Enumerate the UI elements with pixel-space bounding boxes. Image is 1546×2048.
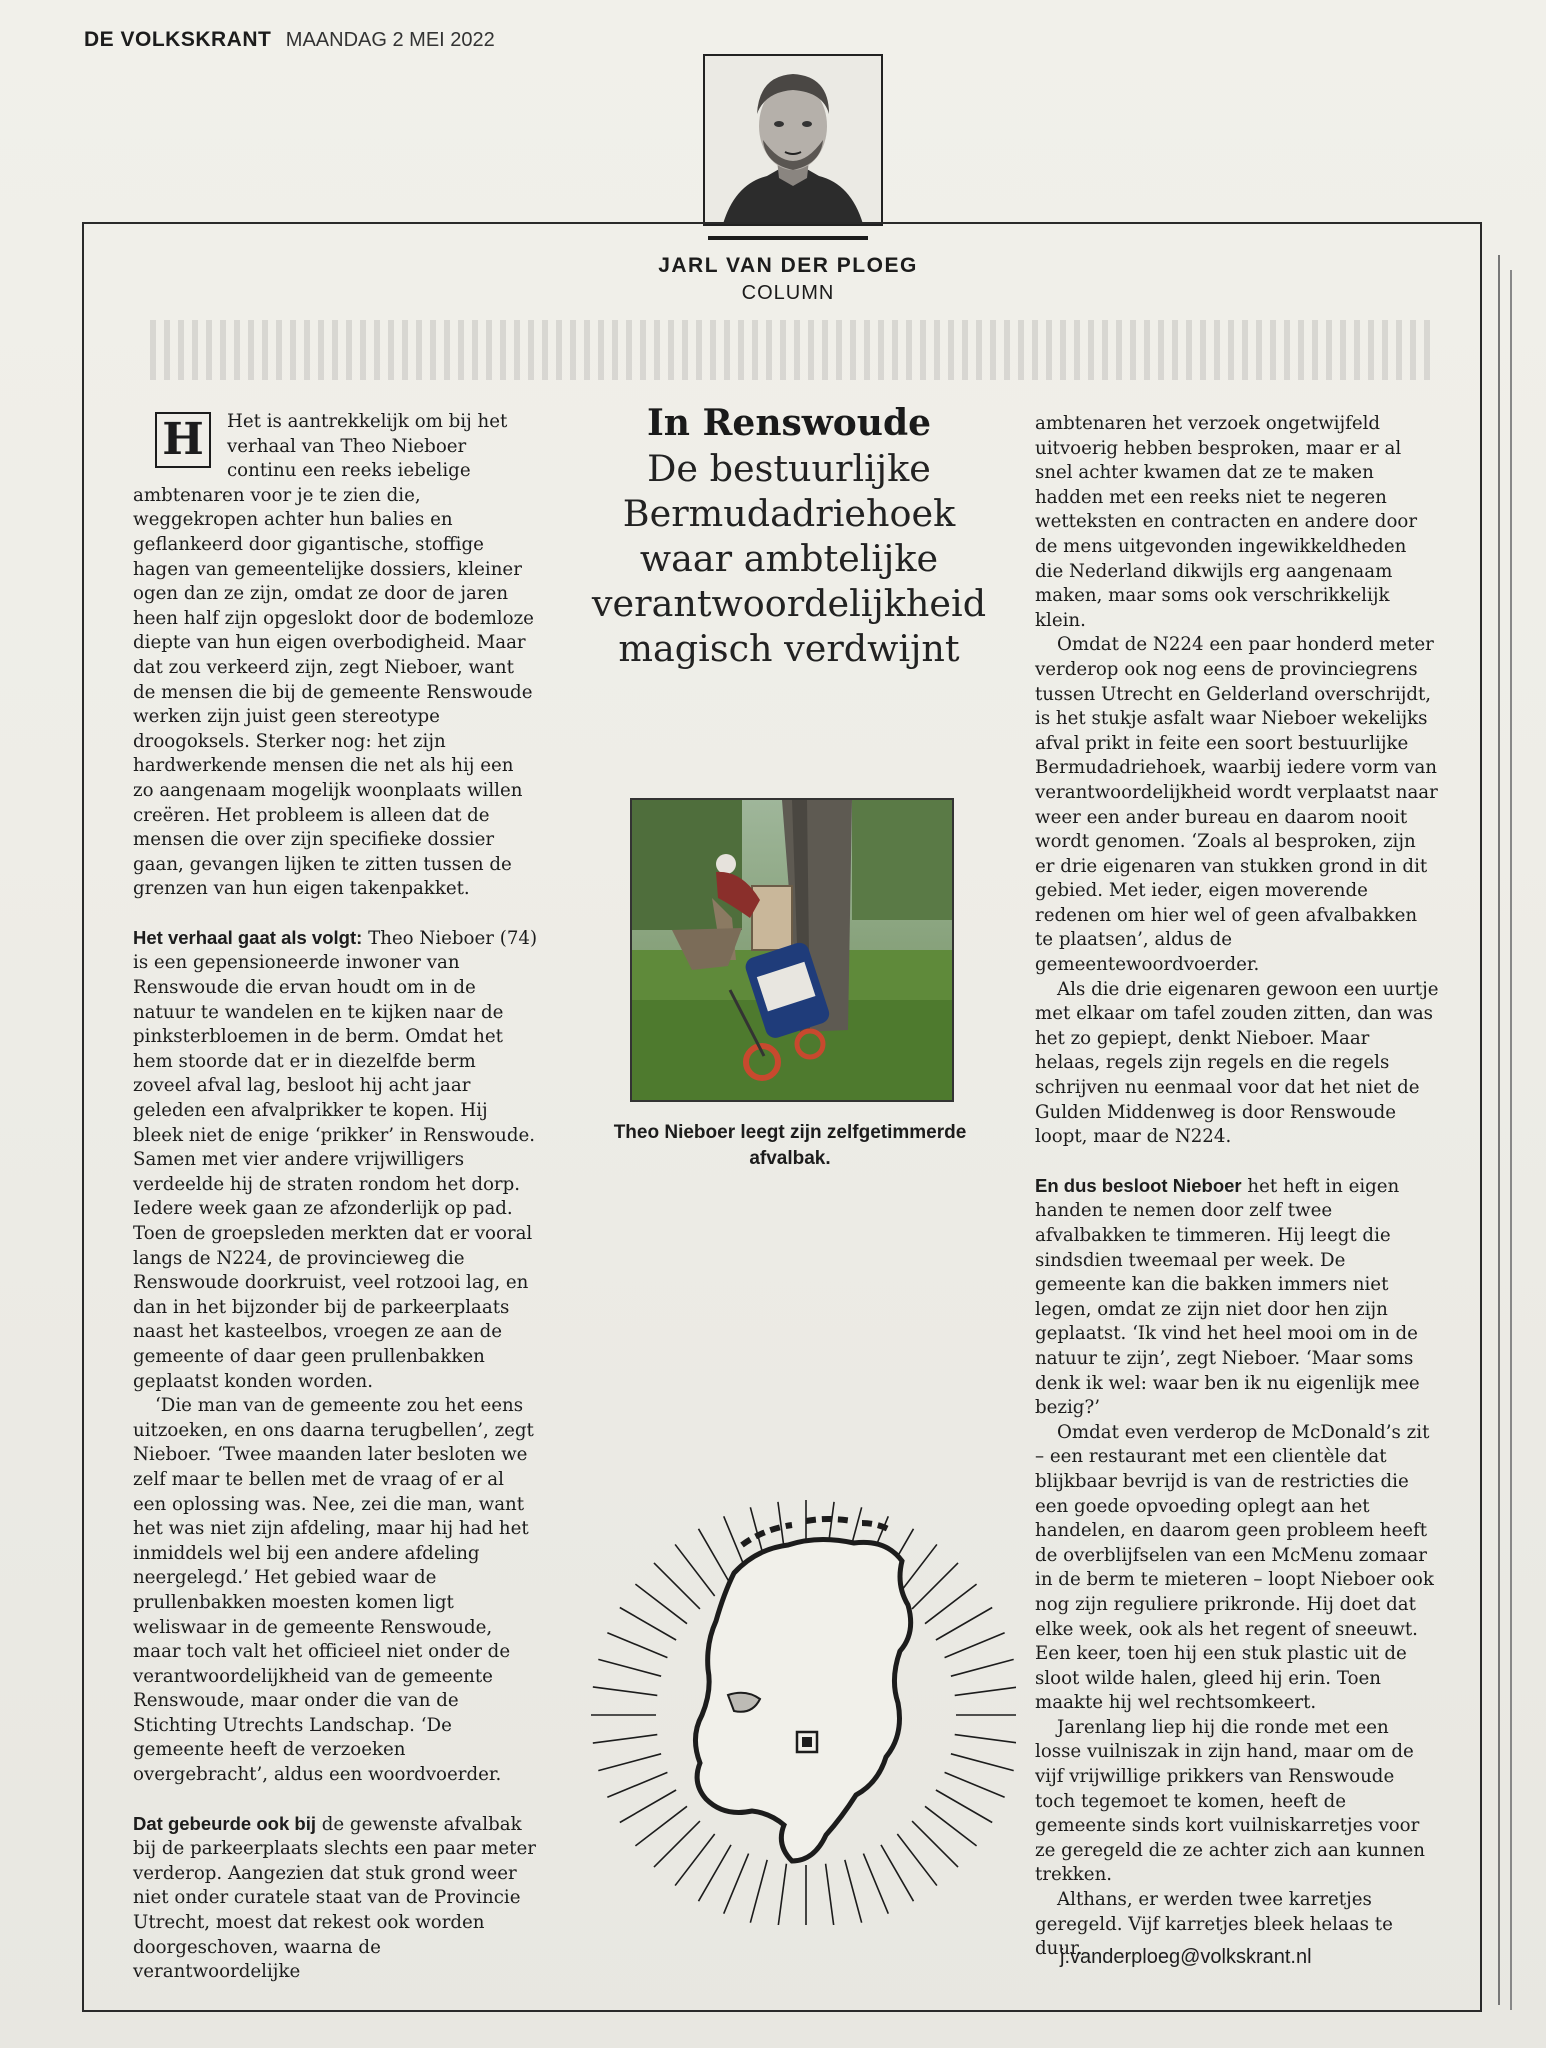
sunburst-ray [912,1563,958,1609]
sunburst-ray [654,1563,700,1609]
masthead [84,28,495,52]
bleed-through-text [150,320,1430,380]
sunburst-ray [936,1790,992,1823]
author-portrait-illustration [705,56,881,224]
underlying-page-edge [1502,270,1512,2010]
byline [560,236,1016,305]
byline-rule [708,236,868,240]
photo-man-emptying-bin [632,800,952,1100]
sunburst-ray [593,1687,657,1695]
article-paragraph: H Het is aantrekkelijk om bij het verhaal van Theo Nieboer continu een reeks iebelige ambtenaren voor je te zien die, weggekropen achter hun balies en geflankeerd door gigantische, stoffige hagen van gemeentelijke dossiers, kleiner ogen dan ze zijn, omdat ze door de jaren heen half zijn opgeslokt door de bodemloze diepte van hun eigen overbodigheid. Maar dat zou verkeerd zijn, zegt Nieboer, want de mensen die bij de gemeente Renswoude werken zijn juist geen stereotype droogoksels. Sterker nog: het zijn hardwerkende mensen die net als hij een zo aangenaam mogelijk woonplaats willen creëren. Het probleem is alleen dat de mensen die over zijn specifieke dossier gaan, gevangen lijken te zitten tussen de grenzen van hun eigen takenpakket. [133,411,534,900]
sunburst-ray [945,1772,1005,1797]
sunburst-ray [945,1633,1005,1658]
sunburst-ray [955,1735,1016,1743]
article-paragraph: ‘Die man van de gemeente zou het eens uitzoeken, en ons daarna terugbellen’, zegt Nieboer. ‘Twee maanden later besloten we zelf maar te bellen met de vraag of er al een oplossing was. Nee, zei die man, want het was niet zijn afdeling, maar hij had het inmiddels wel bij een andere afdeling neergelegd.’ Het gebied waar de prullenbakken moesten komen ligt weliswaar in de gemeente Renswoude, maar toch valt het officieel niet onder de verantwoordelijkheid van de gemeente Renswoude, maar onder die van de Stichting Utrechts Landschap. ‘De gemeente heeft de verzoeken overgebracht’, aldus een woordvoerder. [133,1395,534,1786]
paragraph-lead: Het verhaal gaat als volgt: [133,926,363,948]
paragraph-lead: En dus besloot Nieboer [1035,1174,1242,1196]
headline-kicker: In Renswoude [646,402,932,444]
netherlands-map-illustration [556,1465,1016,1925]
photo-caption: Theo Nieboer leegt zijn zelfgetimmerde afvalbak. [613,1122,967,1169]
newspaper-name: DE VOLKSKRANT [84,28,272,51]
sunburst-ray [912,1821,958,1867]
sunburst-ray [620,1790,676,1823]
sunburst-ray [620,1608,676,1641]
sunburst-ray [593,1735,657,1743]
article-paragraph: Omdat even verderop de McDonald’s zit – een restaurant met een clientèle dat blijkbaar bevrijd is van de restricties die een goede opvoeding oplegt aan het handelen, en daarom geen probleem heeft de overblijfselen van een McMenu zomaar in de berm te mieteren – loopt Nieboer ook nog zijn reguliere prikronde. Hij doet dat elke week, ook als het regent of sneeuwt. Een keer, toen hij een stuk plastic uit de sloot wilde halen, gleed hij erin. Toen maakte hij wel rechtsomkeert. [1035,1421,1434,1714]
sunburst-ray [699,1529,732,1585]
sunburst-ray [925,1806,977,1846]
sunburst-ray [724,1854,749,1914]
sunburst-ray [675,1544,715,1596]
paragraph-lead: Dat gebeurde ook bij [133,1812,316,1834]
article-photo [630,798,954,1102]
article-column-left [133,410,539,1985]
sunburst-ray [897,1834,937,1886]
article-paragraph: En dus besloot Nieboer het heft in eigen handen te nemen door zelf twee afvalbakken te timmeren. Hij leegt die sindsdien tweemaal per week. De gemeente kan die bakken immers niet legen, omdat ze zijn niet door hen zijn geplaatst. ‘Ik vind het heel mooi om in de natuur te zijn’, zegt Nieboer. ‘Maar soms denk ik wel: waar ben ik nu eigenlijk mee bezig?’ [1035,1174,1420,1419]
sunburst-ray [635,1584,687,1624]
sunburst-ray [951,1754,1014,1771]
article-paragraph: Jarenlang liep hij die ronde met een losse vuilniszak in zijn hand, maar om de vijf vrijwillige prikkers van Renswoude toch tegemoet te komen, heeft de gemeente sinds kort vuilniskarretjes voor ze geregeld die ze achter zich aan kunnen trekken. [1035,1716,1425,1886]
sunburst-ray [675,1834,715,1886]
sunburst-ray [925,1584,977,1624]
headline-title: De bestuurlijke Bermudadriehoek waar ambtelijke verantwoordelijkheid magisch verdwijnt [591,447,987,670]
article-paragraph: Dat gebeurde ook bij de gewenste afvalbak bij de parkeerplaats slechts een paar meter verderop. Aangezien dat stuk grond weer niet onder curatele staat van de Provincie Utrecht, moest dat rekest ook worden doorgeschoven, waarna de verantwoordelijke [133,1812,536,1983]
drop-cap: H [155,412,211,468]
sunburst-ray [955,1687,1016,1695]
sunburst-ray [607,1772,667,1797]
netherlands-map-icon [556,1465,1016,1925]
sunburst-ray [654,1821,700,1867]
sunburst-ray [778,1864,786,1925]
headline [580,400,998,671]
sunburst-ray [863,1854,888,1914]
article-column-right [1035,412,1440,1962]
article-paragraph: Omdat de N224 een paar honderd meter verderop ook nog eens de provinciegrens tussen Utrecht en Gelderland overschrijdt, is het stukje asfalt waar Nieboer wekelijks afval prikt in feite een soort bestuurlijke Bermudadriehoek, waarbij iedere vorm van verantwoordelijkheid wordt verplaatst naar weer een ander bureau en daarom nooit wordt genomen. ‘Zoals al besproken, zijn er drie eigenaren van stukken grond in dit gebied. Met ieder, eigen moverende redenen om hier wel of geen afvalbakken te plaatsen’, aldus de gemeentewoordvoerder. [1035,634,1438,976]
author-email-link[interactable]: j.vanderploeg@volkskrant.nl [1060,1946,1312,1968]
sunburst-ray [699,1845,732,1901]
sunburst-ray [845,1860,862,1923]
author-portrait [703,54,883,226]
issue-date: MAANDAG 2 MEI 2022 [285,29,495,51]
article-paragraph: ambtenaren het verzoek ongetwijfeld uitvoerig hebben besproken, maar er al snel achter kwamen dat ze te maken hadden met een reeks niet te negeren wetteksten en contracten en andere door de mens uitgevonden ingewikkeldheden die Nederland dikwijls erg aangenaam maken, maar soms ook verschrikkelijk klein. [1035,413,1418,631]
sunburst-ray [598,1754,661,1771]
author-name: JARL VAN DER PLOEG [658,254,918,277]
sunburst-ray [826,1864,834,1925]
sunburst-ray [750,1860,767,1923]
sunburst-ray [598,1659,661,1676]
article-paragraph: Althans, er werden twee karretjes geregeld. Vijf karretjes bleek helaas te duur. [1035,1889,1393,1960]
sunburst-ray [881,1845,914,1901]
sunburst-ray [936,1608,992,1641]
article-paragraph: Het verhaal gaat als volgt: Theo Nieboer (74) is een gepensioneerde inwoner van Renswoude die ervan houdt om in de natuur te wandelen en te kijken naar de pinksterbloemen in de berm. Omdat het hem stoorde dat er in diezelfde berm zoveel afval lag, besloot hij acht jaar geleden een afvalprikker te kopen. Hij bleek niet de enige ‘prikker’ in Renswoude. Samen met vier andere vrijwilligers verdeelde hij de straten rondom het dorp. Iedere week gaan ze afzonderlijk op pad. Toen de groepsleden merkten dat er vooral langs de N224, de provincieweg die Renswoude doorkruist, veel rotzooi lag, en dan in het bijzonder bij de parkeerplaats naast het kasteelbos, vroegen ze aan de gemeente of daar geen prullenbakken geplaatst konden worden. [133,926,538,1392]
sunburst-ray [951,1659,1014,1676]
sunburst-ray [635,1806,687,1846]
underlying-page-edge [1490,255,1500,2005]
sunburst-ray [607,1633,667,1658]
rubric-label: COLUMN [741,282,835,304]
article-paragraph: Als die drie eigenaren gewoon een uurtje met elkaar om tafel zouden zitten, dan was het zo gepiept, denkt Nieboer. Maar helaas, regels zijn regels en die regels schrijven nu eenmaal voor dat het niet de Gulden Middenweg is door Renswoude loopt, maar de N224. [1035,978,1439,1148]
